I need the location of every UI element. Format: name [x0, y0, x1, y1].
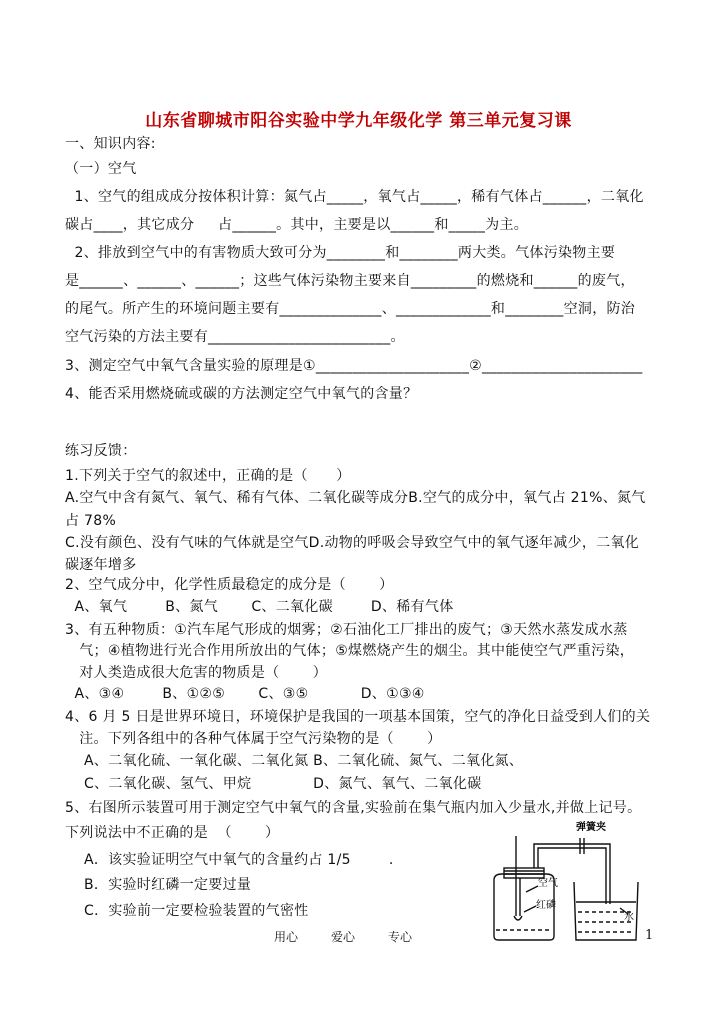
- question-line: 4、6 月 5 日是世界环境日，环境保护是我国的一项基本国策，空气的净化日益受到人们的关: [65, 709, 651, 725]
- question-line: 对人类造成很大危害的物质是（ ）: [65, 665, 328, 681]
- page-number: 1: [645, 928, 654, 943]
- footer-text-1: 用心: [274, 930, 299, 944]
- question-line: 注。下列各组中的各种气体属于空气污染物的是（ ）: [65, 731, 442, 747]
- question-line: 碳逐年增多: [65, 557, 137, 573]
- subsection-heading: （一）空气: [65, 161, 137, 177]
- question-line: 1、空气的组成成分按体积计算：氮气占_____，氧气占_____，稀有气体占______，二氧化: [65, 189, 644, 205]
- question-line: 气；④植物进行光合作用所放出的气体；⑤煤燃烧产生的烟尘。其中能使空气严重污染，: [65, 643, 635, 659]
- question-line: 占 78%: [65, 513, 117, 529]
- document-title: 山东省聊城市阳谷实验中学九年级化学 第三单元复习课: [145, 111, 572, 131]
- question-line: 空气污染的方法主要有_________________________。: [65, 329, 405, 345]
- question-line: 3、有五种物质：①汽车尾气形成的烟雾；②石油化工厂排出的废气；③天然水蒸发成水蒸: [65, 622, 628, 638]
- question-line: A.空气中含有氮气、氧气、稀有气体、二氧化碳等成分B.空气的成分中，氧气占 21%、氮气: [65, 490, 646, 506]
- answer-options: A、③④ B、①②⑤ C、③⑤ D、①③④: [65, 686, 425, 702]
- phosphorus-label: 红磷: [536, 900, 556, 911]
- question-line: 2、空气成分中，化学性质最稳定的成分是（ ）: [65, 577, 394, 593]
- water-label: 水: [624, 912, 634, 923]
- question-line: 2、排放到空气中的有害物质大致可分为________和________两大类。气体污染物主要: [65, 245, 616, 261]
- clip-label: 弹簧夹: [576, 822, 606, 833]
- answer-option: A．该实验证明空气中氧气的含量约占 1/5 .: [65, 852, 394, 868]
- question-line: 3、测定空气中氧气含量实验的原理是①_____________________②______________________: [65, 358, 643, 374]
- answer-options: A、二氧化硫、一氧化碳、二氧化氮 B、二氧化硫、氮气、二氧化氮、: [65, 753, 524, 769]
- answer-options: A、氧气 B、氮气 C、二氧化碳 D、稀有气体: [65, 599, 454, 615]
- question-line: 1.下列关于空气的叙述中，正确的是（ ）: [65, 468, 351, 484]
- footer-text-3: 专心: [388, 930, 413, 944]
- oxygen-measurement-apparatus-diagram: [480, 816, 640, 946]
- section-heading: 一、知识内容:: [65, 136, 156, 152]
- footer-text-2: 爱心: [331, 930, 356, 944]
- question-line: C.没有颜色、没有气味的气体就是空气D.动物的呼吸会导致空气中的氧气逐年减少，二氧化: [65, 535, 640, 551]
- answer-option: B．实验时红磷一定要过量: [65, 877, 252, 893]
- question-line: 碳占____，其它成分 占______。其中，主要是以______和_____为主。: [65, 217, 529, 233]
- question-line: 是______、______、______；这些气体污染物主要来自_________的燃烧和______的废气，: [65, 273, 635, 289]
- answer-option: C．实验前一定要检验装置的气密性: [65, 903, 309, 919]
- question-line: 的尾气。所产生的环境问题主要有______________、_____________和________空洞，防治: [65, 301, 636, 317]
- air-label: 空气: [538, 878, 558, 889]
- question-line: 下列说法中不正确的是 （ ）: [65, 825, 280, 841]
- answer-options: C、二氧化碳、氢气、甲烷 D、氮气、氧气、二氧化碳: [65, 776, 482, 792]
- question-line: 5、右图所示装置可用于测定空气中氧气的含量,实验前在集气瓶内加入少量水,并做上记号。: [65, 800, 642, 816]
- question-line: 4、能否采用燃烧硫或碳的方法测定空气中氧气的含量？: [65, 386, 418, 402]
- practice-heading: 练习反馈：: [65, 443, 137, 459]
